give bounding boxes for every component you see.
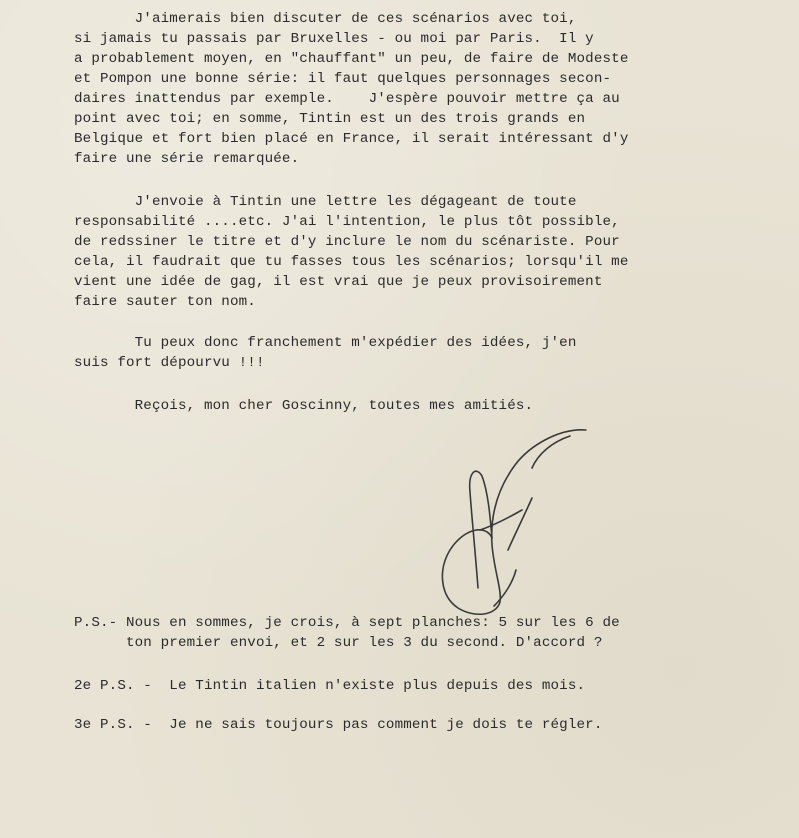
postscript-2: 2e P.S. - Le Tintin italien n'existe plus depuis des mois. — [74, 678, 586, 694]
handwritten-signature — [420, 420, 620, 640]
paragraph-tintin-letter: J'envoie à Tintin une lettre les dégageant de toute responsabilité ....etc. J'ai l'intention, le plus tôt possible, de redssiner le titre et d'y inclure le nom du scénariste. Pour cela, il faudrait que tu fasses tous les scénarios; lorsqu'il me vient une idée de gag, il est vrai que je peux provisoirement faire sauter ton nom. — [74, 194, 629, 310]
postscript-3: 3e P.S. - Je ne sais toujours pas comment je dois te régler. — [74, 717, 603, 733]
postscript-1: P.S.- Nous en sommes, je crois, à sept planches: 5 sur les 6 de ton premier envoi, et 2 sur les 3 du second. D'accord ? — [74, 615, 620, 651]
paragraph-ideas: Tu peux donc franchement m'expédier des idées, j'en suis fort dépourvu !!! — [74, 335, 577, 371]
paragraph-discussion: J'aimerais bien discuter de ces scénarios avec toi, si jamais tu passais par Bruxelles - ou moi par Paris. Il y a probablement moyen, en "chauffant" un peu, de faire de Modeste et Pompon une bonne série: il faut quelques personnages secon- daires inattendus par exemple. J'espère pouvoir mettre ça au point avec toi; en somme, Tintin est un des trois grands en Belgique et fort bien placé en France, il serait intéressant d'y faire une série remarquée. — [74, 11, 629, 167]
closing-line: Reçois, mon cher Goscinny, toutes mes amitiés. — [74, 398, 534, 414]
